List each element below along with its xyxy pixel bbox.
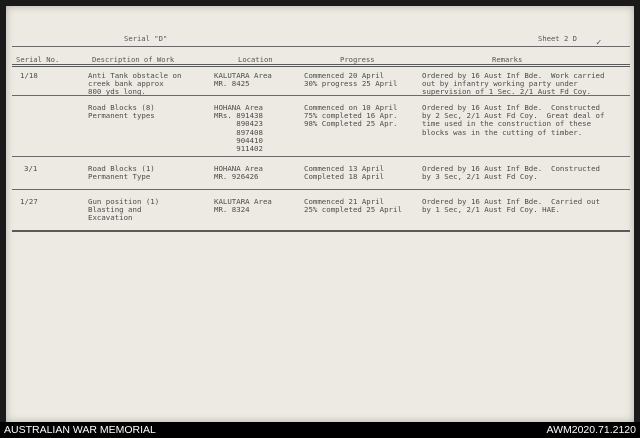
- sheet-number: Sheet 2 D: [538, 34, 577, 43]
- col-header-description: Description of Work: [92, 55, 175, 64]
- row-serial: 1/27: [20, 197, 38, 206]
- footer-institution: AUSTRALIAN WAR MEMORIAL: [4, 424, 156, 436]
- header-top-rule: [12, 46, 630, 47]
- col-header-progress: Progress: [340, 55, 375, 64]
- table-bottom-rule: [12, 230, 630, 232]
- row-divider: [12, 95, 630, 96]
- row-remarks: Ordered by 16 Aust Inf Bde. Work carried out by infantry working party under supervision of 1 Sec. 2/1 Aust Fd Coy.: [422, 71, 605, 97]
- document-page: [6, 6, 634, 422]
- col-header-location: Location: [238, 55, 273, 64]
- row-remarks: Ordered by 16 Aust Inf Bde. Constructed by 2 Sec, 2/1 Aust Fd Coy. Great deal of time used in the construction of these blocks was in the cutting of timber.: [422, 103, 605, 137]
- serial-heading: Serial "D": [124, 34, 168, 43]
- row-remarks: Ordered by 16 Aust Inf Bde. Constructed by 3 Sec, 2/1 Aust Fd Coy.: [422, 164, 600, 182]
- col-header-serial: Serial No.: [16, 55, 60, 64]
- row-progress: Commenced on 10 April 75% completed 16 Apr. 98% Completed 25 Apr.: [304, 103, 398, 129]
- row-serial: 1/18: [20, 71, 38, 80]
- row-progress: Commenced 20 April 30% progress 25 April: [304, 71, 398, 89]
- archive-footer-bar: [0, 422, 640, 438]
- row-remarks: Ordered by 16 Aust Inf Bde. Carried out by 1 Sec, 2/1 Aust Fd Coy. HAE.: [422, 197, 600, 215]
- row-description: Road Blocks (8) Permanent types: [88, 103, 155, 121]
- row-divider: [12, 156, 630, 157]
- row-location: HOHANA Area MRs. 891438 890423 897408 904410 911402: [214, 103, 263, 154]
- col-header-remarks: Remarks: [492, 55, 523, 64]
- header-bottom-rule: [12, 64, 630, 67]
- row-divider: [12, 189, 630, 190]
- row-location: KALUTARA Area MR. 8425: [214, 71, 272, 89]
- row-description: Road Blocks (1) Permanent Type: [88, 164, 155, 182]
- row-description: Gun position (1) Blasting and Excavation: [88, 197, 160, 223]
- row-location: HOHANA Area MR. 926426: [214, 164, 263, 182]
- row-progress: Commenced 13 April Completed 18 April: [304, 164, 385, 182]
- row-serial: 3/1: [24, 164, 38, 173]
- punch-mark: ✓: [596, 38, 602, 48]
- footer-accession-number: AWM2020.71.2120: [546, 424, 636, 436]
- row-description: Anti Tank obstacle on creek bank approx 800 yds long.: [88, 71, 182, 97]
- row-progress: Commenced 21 April 25% completed 25 April: [304, 197, 402, 215]
- row-location: KALUTARA Area MR. 8324: [214, 197, 272, 215]
